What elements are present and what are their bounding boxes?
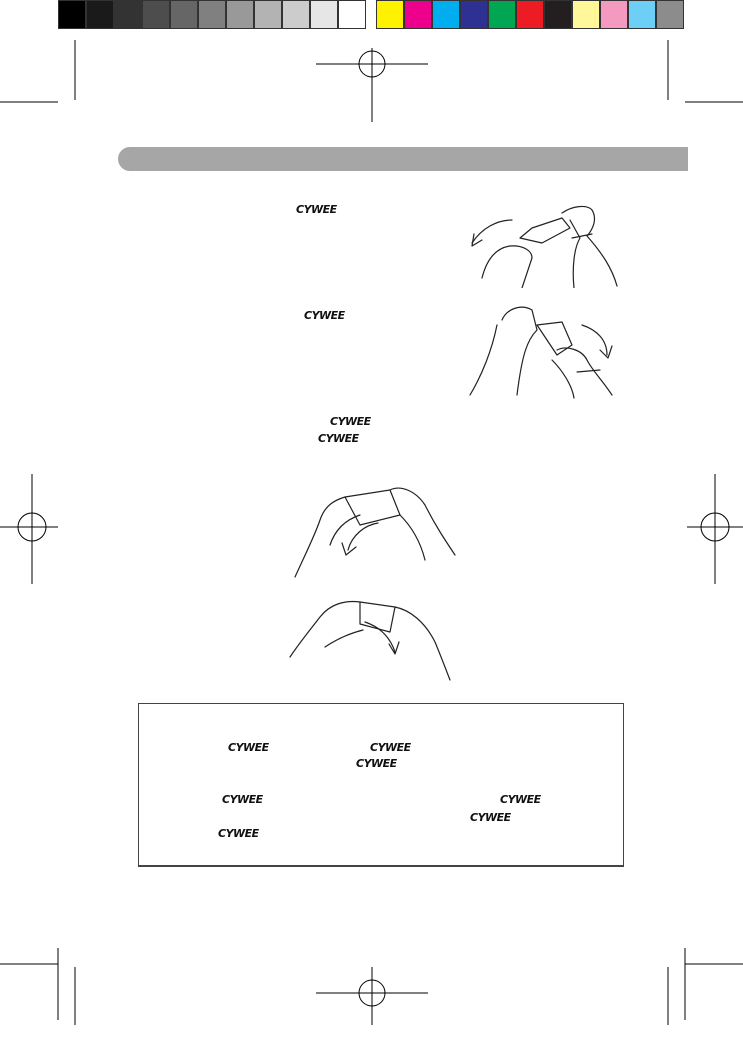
hands-tilting-left: [290, 485, 460, 580]
svg-text:CYWEE: CYWEE: [222, 793, 263, 806]
svg-text:CYWEE: CYWEE: [470, 811, 511, 824]
cywee-logo: [228, 740, 288, 754]
svg-text:CYWEE: CYWEE: [304, 309, 345, 322]
cywee-logo: [296, 202, 356, 216]
cywee-logo: [318, 431, 378, 445]
svg-text:CYWEE: CYWEE: [318, 432, 359, 445]
registration-mark-icon: [683, 470, 743, 590]
cywee-logo: [304, 308, 364, 322]
svg-text:CYWEE: CYWEE: [500, 793, 541, 806]
cywee-logo: [218, 826, 278, 840]
cywee-logo: [470, 810, 530, 824]
svg-text:CYWEE: CYWEE: [356, 757, 397, 770]
cywee-logo: [370, 740, 430, 754]
note-box: [138, 703, 624, 867]
section-header-band: [118, 147, 688, 171]
registration-mark-icon: [312, 40, 432, 130]
cywee-logo: [222, 792, 282, 806]
cywee-logo: [330, 414, 390, 428]
cywee-logo: [356, 756, 416, 770]
svg-text:CYWEE: CYWEE: [228, 741, 269, 754]
hands-rotating-device-right: [462, 300, 622, 400]
svg-text:CYWEE: CYWEE: [370, 741, 411, 754]
registration-mark-icon: [312, 967, 432, 1037]
cywee-logo: [500, 792, 560, 806]
hands-tilting-right: [285, 592, 455, 682]
svg-text:CYWEE: CYWEE: [296, 203, 337, 216]
svg-text:CYWEE: CYWEE: [218, 827, 259, 840]
svg-text:CYWEE: CYWEE: [330, 415, 371, 428]
registration-mark-icon: [0, 470, 70, 590]
hands-rotating-device-left: [462, 198, 622, 288]
